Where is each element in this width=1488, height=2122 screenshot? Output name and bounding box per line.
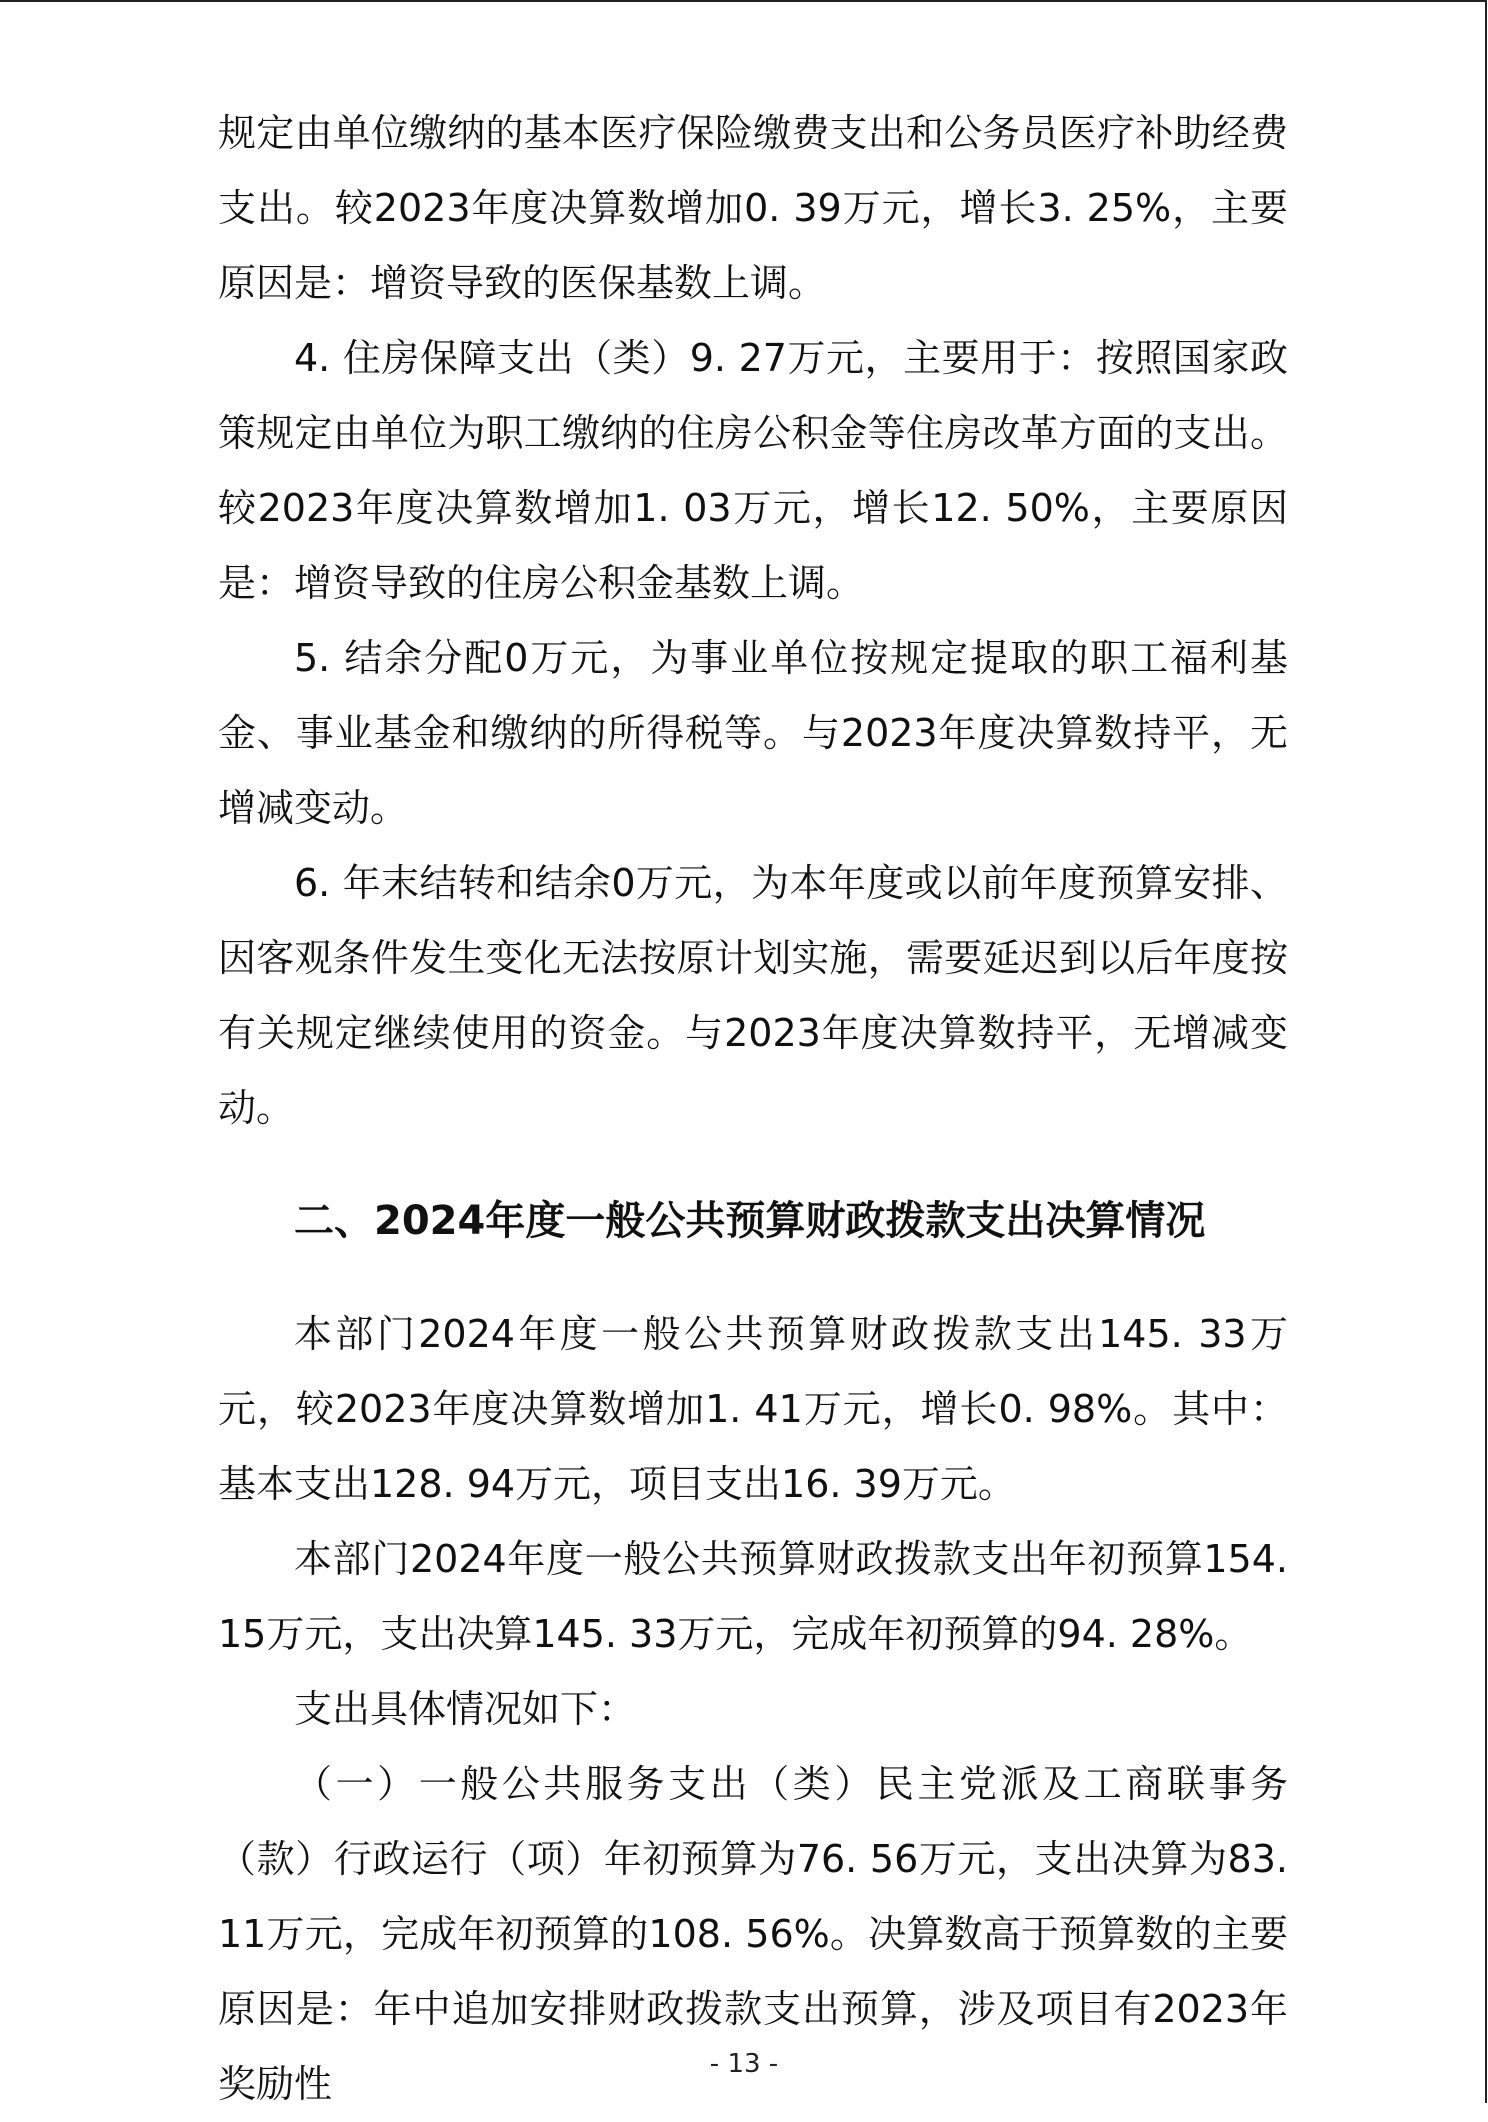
page-number: - 13 - [709, 2049, 779, 2079]
section-heading: 二、2024年度一般公共预算财政拨款支出决算情况 [294, 1198, 1206, 1244]
paragraph-detail-intro: 支出具体情况如下： [294, 1687, 637, 1731]
paragraph-medical-continued: 规定由单位缴纳的基本医疗保险缴费支出和公务员医疗补助经费支出。较2023年度决算数增加0. 39万元，增长3. 25%，主要原因是：增资导致的医保基数上调。 [218, 111, 1288, 305]
paragraph-item-one: （一）一般公共服务支出（类）民主党派及工商联事务（款）行政运行（项）年初预算为76. 56万元，支出决算为83. 11万元，完成年初预算的108. 56%。决算数高于预算数的主要原因是：年中追加安排财政拨款支出预算，涉及项目有2023年奖励性 [218, 1762, 1288, 2106]
paragraph-budget-completion: 本部门2024年度一般公共预算财政拨款支出年初预算154. 15万元，支出决算145. 33万元，完成年初预算的94. 28%。 [218, 1537, 1288, 1656]
paragraph-year-end-carryover: 6. 年末结转和结余0万元，为本年度或以前年度预算安排、因客观条件发生变化无法按原计划实施，需要延迟到以后年度按有关规定继续使用的资金。与2023年度决算数持平，无增减变动。 [218, 861, 1288, 1130]
paragraph-surplus-distribution: 5. 结余分配0万元，为事业单位按规定提取的职工福利基金、事业基金和缴纳的所得税等。与2023年度决算数持平，无增减变动。 [218, 636, 1288, 830]
document-body [218, 96, 1288, 2122]
paragraph-total-expenditure: 本部门2024年度一般公共预算财政拨款支出145. 33万元，较2023年度决算数增加1. 41万元，增长0. 98%。其中：基本支出128. 94万元，项目支出16. 39万元。 [218, 1312, 1288, 1506]
paragraph-housing-expenditure: 4. 住房保障支出（类）9. 27万元，主要用于：按照国家政策规定由单位为职工缴纳的住房公积金等住房改革方面的支出。较2023年度决算数增加1. 03万元，增长12. 50%，主要原因是：增资导致的住房公积金基数上调。 [218, 336, 1288, 605]
